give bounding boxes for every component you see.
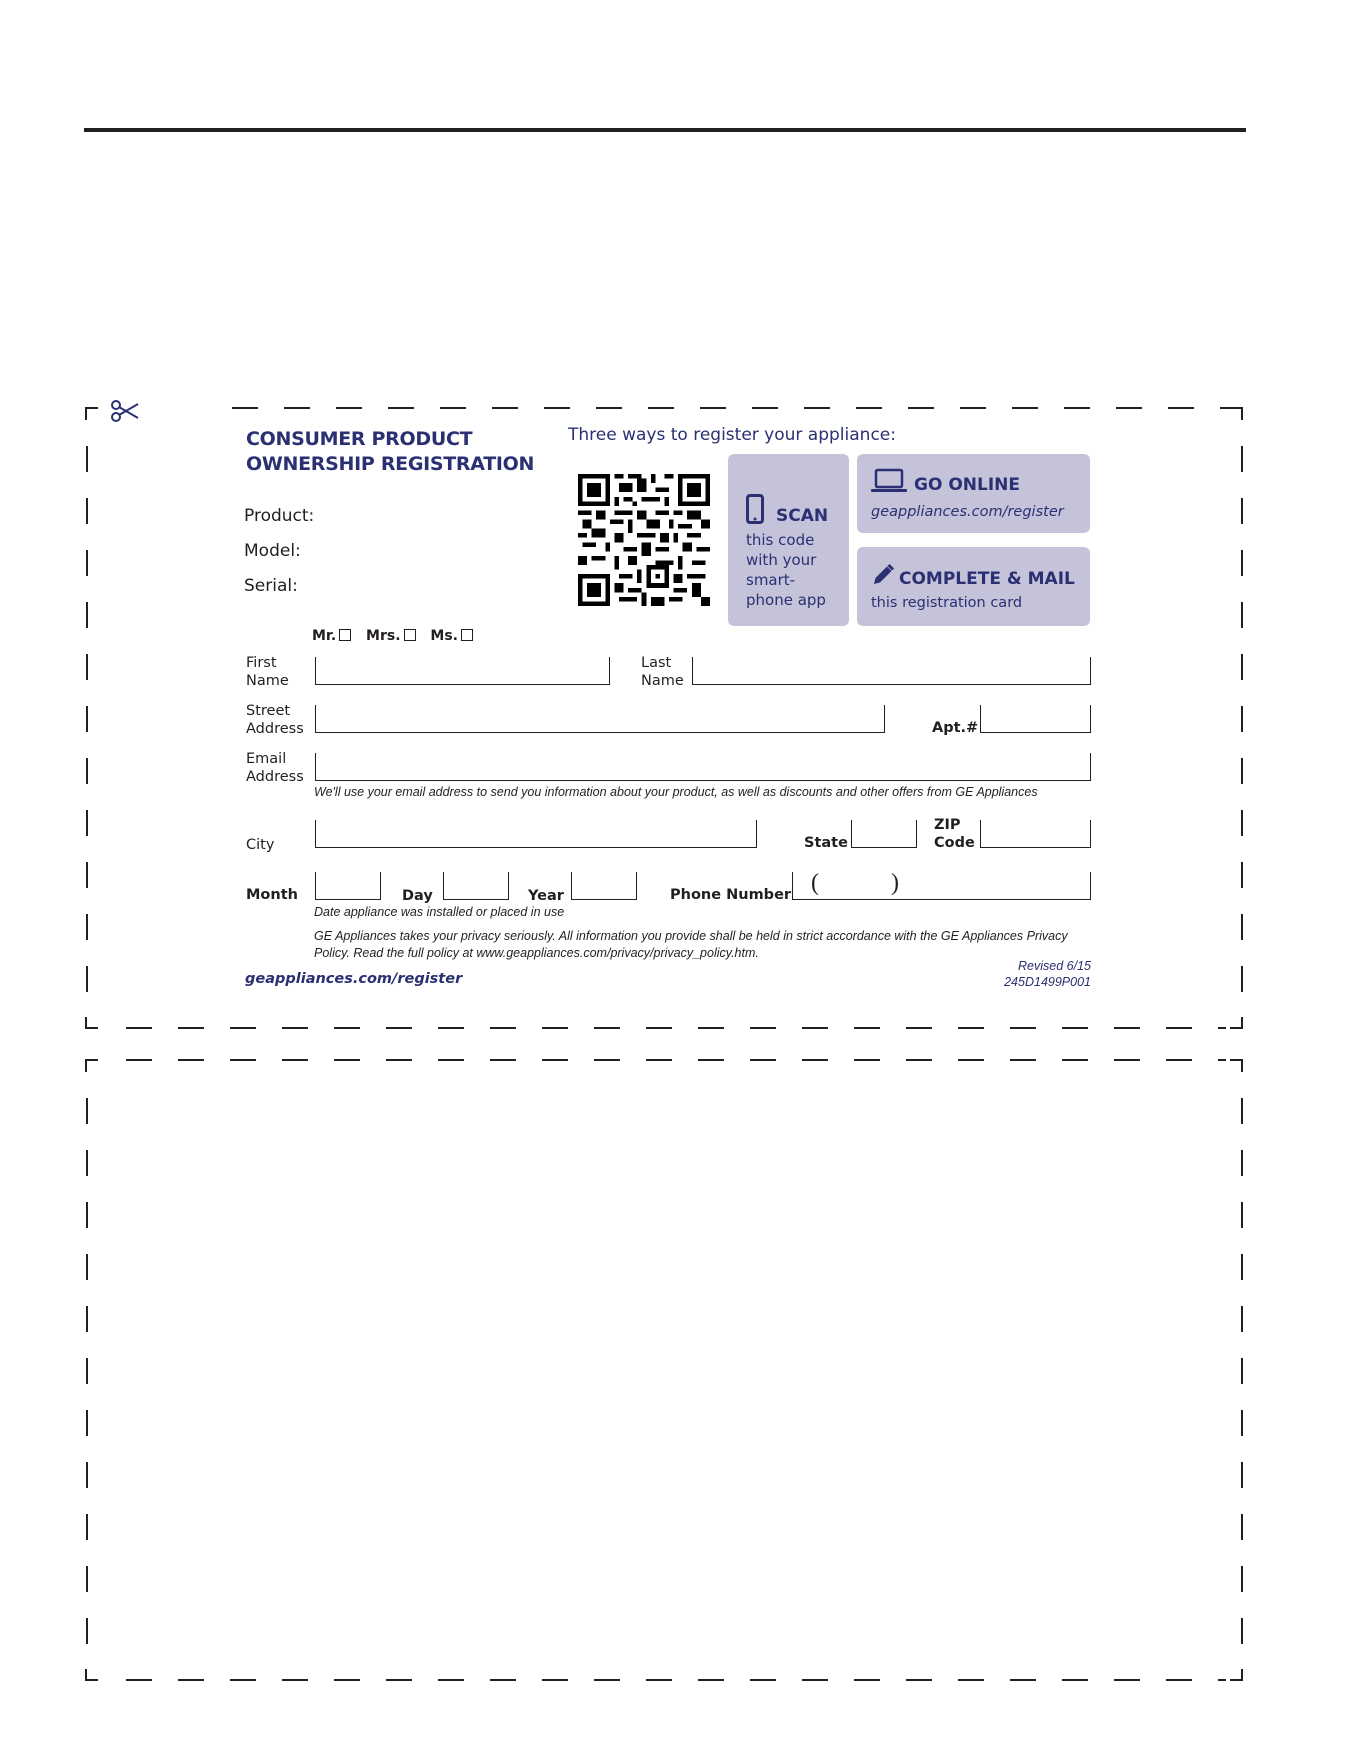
privacy-statement: GE Appliances takes your privacy seriously. All information you provide shall be held in strict accordance with the GE Appliances Privacy Policy. Read the full policy at www.geappliances.com/privacy/privacy_policy.htm. [314,929,1068,960]
street-address-label [246,702,304,738]
scan-panel [728,454,849,626]
email-label-line1: Email [246,751,287,767]
pencil-icon [871,563,895,587]
city-label: City [246,837,275,853]
scan-heading: SCAN [776,506,829,526]
apt-label: Apt.# [932,720,979,736]
card-title-line1: CONSUMER PRODUCT [246,428,473,450]
last-name-label-line2: Name [641,673,684,689]
state-label: State [804,835,848,851]
ms-checkbox[interactable] [461,629,473,641]
part-number: 245D1499P001 [1004,975,1091,989]
mrs-checkbox[interactable] [404,629,416,641]
state-field[interactable] [851,820,917,848]
day-label: Day [402,888,433,904]
phone-number-field[interactable] [792,872,1091,900]
qr-code[interactable] [578,470,710,610]
complete-mail-text: this registration card [871,595,1023,611]
scan-line3: smart- [746,571,796,589]
phone-paren-close: ) [891,870,899,896]
salutation-ms[interactable] [430,628,473,644]
scan-line4: phone app [746,591,826,609]
serial-label: Serial: [244,576,298,596]
complete-mail-heading: COMPLETE & MAIL [899,569,1075,589]
email-address-field[interactable] [315,753,1091,781]
ms-label: Ms. [430,628,459,644]
month-label: Month [246,887,298,903]
email-address-label [246,750,304,786]
city-field[interactable] [315,820,757,848]
last-name-label [641,654,684,690]
scissors-icon [110,398,140,424]
first-name-label-line1: First [246,655,277,671]
card-title-line2: OWNERSHIP REGISTRATION [246,453,535,475]
footer-register-link[interactable]: geappliances.com/register [245,971,463,987]
card-title [246,427,534,477]
model-label: Model: [244,541,301,561]
year-label: Year [528,888,564,904]
salutation-mrs[interactable] [366,628,416,644]
three-ways-heading: Three ways to register your appliance: [568,425,896,445]
salutation-mr[interactable] [312,628,351,644]
street-label-line2: Address [246,721,304,737]
street-address-field[interactable] [315,705,885,733]
revised-date: Revised 6/15 [1018,959,1091,973]
month-field[interactable] [315,872,381,900]
first-name-field[interactable] [315,657,610,685]
mr-label: Mr. [312,628,337,644]
day-field[interactable] [443,872,509,900]
street-label-line1: Street [246,703,291,719]
first-name-label [246,654,289,690]
smartphone-icon [746,494,764,524]
go-online-url[interactable]: geappliances.com/register [871,504,1064,520]
apt-field[interactable] [980,705,1091,733]
zip-code-field[interactable] [980,820,1091,848]
last-name-label-line1: Last [641,655,672,671]
phone-paren-open: ( [811,870,819,896]
zip-label-line1: ZIP [934,817,961,833]
go-online-heading: GO ONLINE [914,475,1021,495]
date-note: Date appliance was installed or placed in use [314,905,565,919]
first-name-label-line2: Name [246,673,289,689]
salutation-options [312,628,483,644]
product-label: Product: [244,506,315,526]
email-note: We'll use your email address to send you information about your product, as well as discounts and other offers from GE Appliances [314,785,1038,799]
mr-checkbox[interactable] [339,629,351,641]
mrs-label: Mrs. [366,628,401,644]
scan-line2: with your [746,551,817,569]
laptop-icon [871,468,907,494]
zip-label-line2: Code [934,835,975,851]
zip-code-label [934,816,975,852]
last-name-field[interactable] [692,657,1091,685]
go-online-panel[interactable] [857,454,1090,533]
complete-mail-panel [857,547,1090,626]
year-field[interactable] [571,872,637,900]
phone-number-label: Phone Number [670,887,792,903]
email-label-line2: Address [246,769,304,785]
scan-line1: this code [746,531,815,549]
